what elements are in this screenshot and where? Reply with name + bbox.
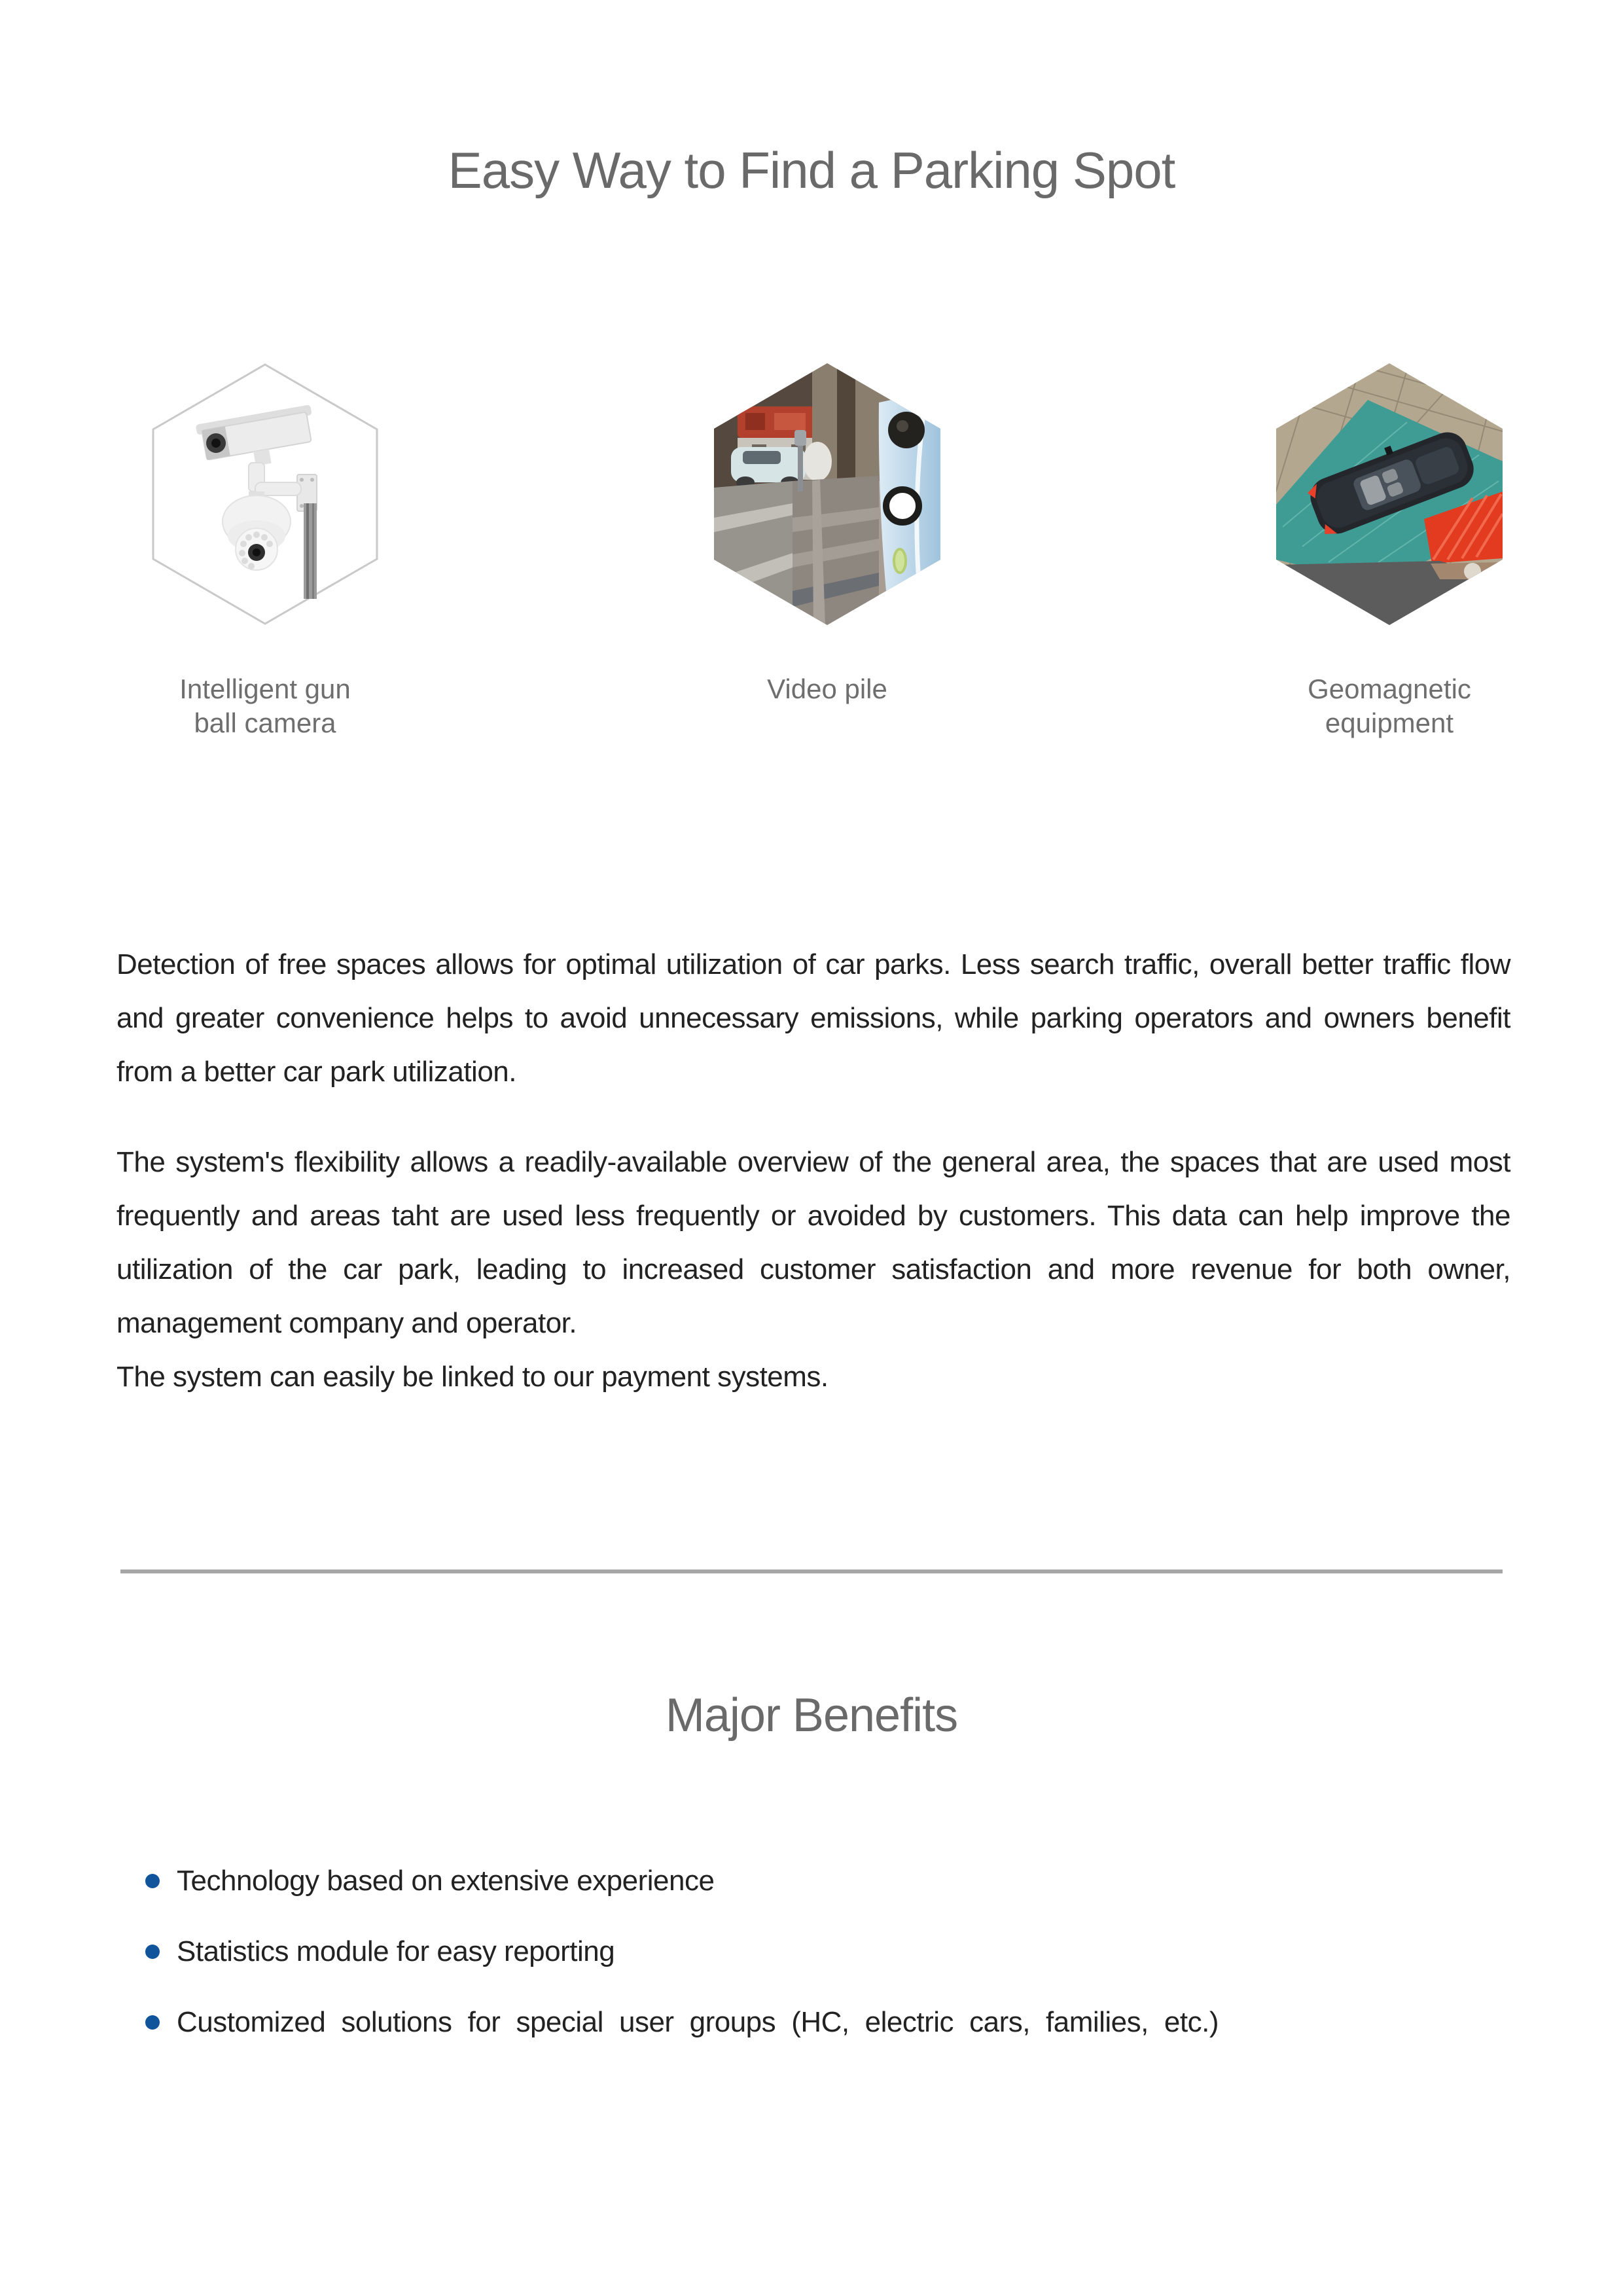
- benefits-list: [143, 1862, 1219, 2074]
- payment-paragraph: The system can easily be linked to our payment systems.: [116, 1361, 829, 1393]
- benefit-item: [143, 1933, 1219, 1971]
- video-pile-image: [714, 363, 940, 625]
- intro-section: [116, 938, 1510, 1404]
- benefits-title: Major Benefits: [665, 1689, 958, 1742]
- gallery-item-video-pile: [714, 363, 940, 740]
- benefit-item-label: Statistics module for easy reporting: [177, 1935, 615, 1967]
- flexibility-paragraph: The system's flexibility allows a readily-available overview of the general area, the spaces that are used most frequently and areas taht are used less frequently or avoided by customers. This data can help improve the utilization of the car park, leading to increased customer satisfaction and more revenue for both owner, management company and operator.: [116, 1146, 1510, 1339]
- bullet-icon: [145, 2015, 160, 2030]
- intro-paragraph: Detection of free spaces allows for optimal utilization of car parks. Less search traffic, overall better traffic flow and greater convenience helps to avoid unnecessary emissions, while parking operators and owners benefit from a better car park utilization.: [116, 948, 1510, 1088]
- gallery-item-label: Geomagnetic equipment: [1308, 673, 1471, 738]
- gallery-item-label: Video pile: [767, 673, 887, 704]
- video-pile-photo-icon: [714, 363, 940, 625]
- equipment-gallery: [152, 363, 1503, 740]
- page-title: Easy Way to Find a Parking Spot: [448, 141, 1175, 199]
- section-divider: [120, 1570, 1503, 1573]
- security-camera-icon: [152, 363, 378, 625]
- benefit-item-label: Customized solutions for special user groups (HC, electric cars, families, etc.): [177, 2006, 1219, 2038]
- benefit-item: [143, 2003, 1219, 2041]
- geomagnetic-photo-icon: [1276, 363, 1503, 625]
- benefit-item-label: Technology based on extensive experience: [177, 1865, 715, 1897]
- gallery-item-geomagnetic: [1276, 363, 1503, 740]
- bullet-icon: [145, 1945, 160, 1959]
- gallery-item-camera: [152, 363, 378, 740]
- geomagnetic-equipment-image: [1276, 363, 1503, 625]
- gallery-item-label: Intelligent gun ball camera: [179, 673, 351, 738]
- bullet-icon: [145, 1874, 160, 1888]
- benefit-item: [143, 1862, 1219, 1900]
- gun-ball-camera-image: [152, 363, 378, 625]
